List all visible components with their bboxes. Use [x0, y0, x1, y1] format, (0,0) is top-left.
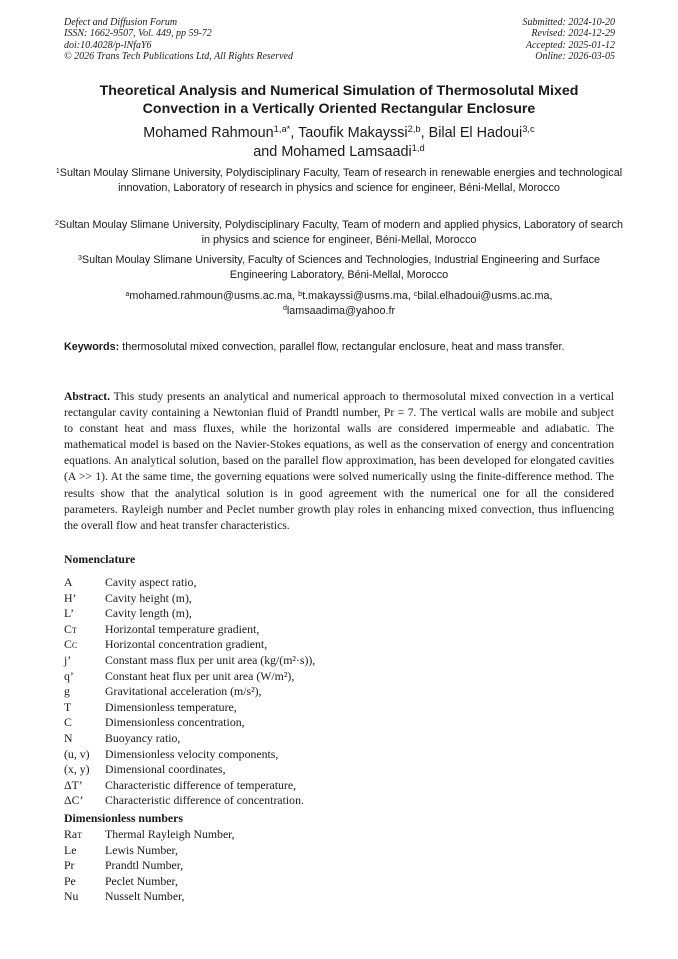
date-online: Online: 2026-03-05 — [535, 51, 615, 63]
date-accepted: Accepted: 2025-01-12 — [525, 39, 615, 51]
affiliation-1-sup: 1 — [55, 167, 60, 175]
nomenclature-heading: Nomenclature — [64, 552, 136, 566]
symbol-text: C — [64, 637, 72, 652]
author-and: and — [253, 144, 282, 160]
email-list — [52, 289, 626, 319]
date-revised: Revised: 2024-12-29 — [531, 28, 615, 40]
nomenclature-row — [64, 858, 584, 874]
symbol-text: C — [64, 715, 72, 730]
definition: Characteristic difference of concentration. — [105, 793, 304, 808]
symbol-subscript: T — [71, 625, 77, 635]
definition: Peclet Number, — [105, 873, 178, 888]
symbol — [64, 747, 90, 763]
journal-doi: doi:10.4028/p-lNfaY6 — [64, 39, 152, 51]
affiliation-3-sup: 3 — [77, 254, 82, 262]
nomenclature-row — [64, 622, 584, 638]
author-1-sup: 1,a* — [273, 124, 291, 135]
dates-block — [523, 17, 616, 63]
keywords-paragraph — [64, 340, 614, 355]
definition: Horizontal concentration gradient, — [105, 637, 268, 652]
symbol — [64, 575, 73, 591]
author-separator: , — [290, 125, 299, 141]
symbol-text: Pe — [64, 873, 76, 888]
symbol — [64, 606, 74, 622]
nomenclature-row — [64, 874, 584, 890]
title-line-2: Convection in a Vertically Oriented Rectangular Enclosure — [142, 101, 536, 117]
email-b-sup: b — [298, 290, 303, 298]
nomenclature-row — [64, 715, 584, 731]
journal-name: Defect and Diffusion Forum — [64, 17, 178, 28]
definition: Characteristic difference of temperature, — [105, 777, 297, 792]
symbol — [64, 889, 78, 905]
symbol-text: ΔC’ — [64, 793, 84, 808]
paper-title — [40, 82, 638, 118]
definition: Gravitational acceleration (m/s²), — [105, 684, 262, 699]
title-line-1: Theoretical Analysis and Numerical Simulation of Thermosolutal Mixed — [99, 83, 579, 99]
nomenclature-row — [64, 889, 584, 905]
definition: Nusselt Number, — [105, 889, 185, 904]
author-3: Bilal El Hadoui — [428, 125, 523, 141]
email-a-sup: a — [125, 290, 130, 298]
definition: Dimensionless temperature, — [105, 699, 237, 714]
symbol-text: (x, y) — [64, 762, 90, 777]
symbol — [64, 874, 76, 890]
email-c[interactable]: bilal.elhadoui@usms.ac.ma, — [417, 290, 553, 302]
symbol-text: T — [64, 699, 72, 714]
nomenclature-row — [64, 762, 584, 778]
symbol — [64, 622, 77, 639]
symbol-text: Le — [64, 842, 77, 857]
nomenclature-row — [64, 669, 584, 685]
affiliation-1-text: Sultan Moulay Slimane University, Polydisciplinary Faculty, Team of research in renewable energies and technological innovation, Laboratory of research in physics and science for engineer, Béni-Mellal, Morocco — [59, 167, 623, 194]
journal-issn: ISSN: 1662-9507, Vol. 449, pp 59-72 — [64, 28, 212, 40]
author-3-sup: 3,c — [522, 124, 535, 135]
author-separator: , — [420, 125, 429, 141]
author-2-sup: 2,b — [407, 124, 421, 135]
symbol-text: Pr — [64, 858, 75, 873]
symbol — [64, 684, 70, 700]
definition: Dimensional coordinates, — [105, 762, 226, 777]
dimensionless-list — [64, 827, 584, 905]
symbol — [64, 653, 71, 669]
dimensionless-heading: Dimensionless numbers — [64, 811, 183, 825]
nomenclature-row — [64, 747, 584, 763]
symbol-subscript: C — [71, 641, 78, 651]
nomenclature-row — [64, 606, 584, 622]
abstract-text: This study presents an analytical and numerical approach to thermosolutal mixed convection in a vertical rectangular cavity containing a Newtonian fluid of Prandtl number, Pr = 7. The vertical walls are mobile and subject to constant heat and mass fluxes, while the horizontal walls are considered impermeable and adiabatic. The mathematical model is based on the Navier-Stokes equations, as well as the conservation of energy and concentration equations. An analytical solution, based on the parallel flow approximation, has been developed for elongated cavities (A >> 1). At the same time, the governing equations were solved numerically using the finite-difference method. The results show that the analytical solution is in good agreement with the numerical one for all the considered parameters. Rayleigh number and Peclet number growth play roles in enhancing mixed convection, thus influencing the overall flow and heat transfer characteristics. — [64, 390, 614, 532]
email-a[interactable]: mohamed.rahmoun@usms.ac.ma, — [129, 290, 299, 302]
nomenclature-row — [64, 637, 584, 653]
nomenclature-row — [64, 575, 584, 591]
nomenclature-row — [64, 653, 584, 669]
symbol-text: Nu — [64, 889, 79, 904]
symbol-text: H’ — [64, 590, 77, 605]
definition: Dimensionless concentration, — [105, 715, 245, 730]
keywords-text: thermosolutal mixed convection, parallel flow, rectangular enclosure, heat and mass transfer. — [119, 341, 565, 353]
email-b[interactable]: t.makayssi@usms.ma, — [302, 290, 414, 302]
symbol — [64, 637, 77, 654]
nomenclature-list — [64, 575, 584, 809]
symbol — [64, 843, 76, 859]
date-submitted: Submitted: 2024-10-20 — [522, 17, 615, 28]
definition: Prandtl Number, — [105, 858, 184, 873]
author-2: Taoufik Makayssi — [298, 125, 408, 141]
author-1: Mohamed Rahmoun — [143, 125, 274, 141]
symbol-text: j’ — [64, 652, 72, 667]
symbol — [64, 762, 90, 778]
journal-info-block — [64, 17, 293, 63]
affiliation-1 — [52, 166, 626, 196]
keywords-label: Keywords: — [64, 341, 120, 353]
symbol-text: ΔT’ — [64, 777, 83, 792]
definition: Dimensionless velocity components, — [105, 746, 279, 761]
nomenclature-row — [64, 793, 584, 809]
nomenclature-row — [64, 843, 584, 859]
nomenclature-row — [64, 778, 584, 794]
symbol — [64, 715, 72, 731]
affiliation-3 — [52, 253, 626, 283]
symbol-text: (u, v) — [64, 746, 90, 761]
definition: Cavity aspect ratio, — [105, 575, 197, 589]
author-list — [40, 124, 638, 162]
definition: Constant heat flux per unit area (W/m²), — [105, 668, 295, 683]
author-4-sup: 1,d — [411, 143, 425, 154]
symbol — [64, 778, 83, 794]
abstract-label: Abstract. — [64, 390, 111, 403]
nomenclature-row — [64, 700, 584, 716]
symbol — [64, 793, 83, 809]
definition: Constant mass flux per unit area (kg/(m²·s)), — [105, 652, 316, 667]
definition: Cavity length (m), — [105, 606, 192, 621]
symbol-text: A — [64, 575, 73, 589]
affiliation-3-text: Sultan Moulay Slimane University, Faculty of Sciences and Technologies, Industrial Engineering and Surface Engineering Laboratory, Béni-Mellal, Morocco — [81, 254, 601, 281]
symbol — [64, 669, 74, 685]
definition: Cavity height (m), — [105, 590, 192, 605]
affiliation-2-sup: 2 — [54, 219, 59, 227]
symbol — [64, 827, 82, 844]
email-d[interactable]: lamsaadima@yahoo.fr — [286, 304, 396, 317]
definition: Buoyancy ratio, — [105, 730, 181, 745]
affiliation-2 — [52, 218, 626, 248]
symbol — [64, 731, 73, 747]
definition: Thermal Rayleigh Number, — [105, 827, 235, 841]
nomenclature-row — [64, 684, 584, 700]
journal-copyright: © 2026 Trans Tech Publications Ltd, All Rights Reserved — [64, 51, 293, 63]
symbol-subscript: T — [77, 831, 83, 840]
symbol-text: L’ — [64, 606, 75, 621]
affiliation-2-text: Sultan Moulay Slimane University, Polydisciplinary Faculty, Team of modern and applied physics, Laboratory of search in physics and science for engineer, Béni-Mellal, Morocco — [58, 219, 623, 246]
symbol — [64, 700, 71, 716]
author-4: Mohamed Lamsaadi — [281, 144, 412, 160]
symbol — [64, 858, 75, 874]
nomenclature-row — [64, 731, 584, 747]
nomenclature-row — [64, 591, 584, 607]
symbol — [64, 591, 76, 607]
symbol-text: g — [64, 684, 70, 699]
abstract-paragraph — [64, 389, 614, 534]
email-d-sup: d — [282, 305, 287, 313]
nomenclature-row — [64, 827, 584, 843]
definition: Lewis Number, — [105, 842, 178, 857]
symbol-text: q’ — [64, 668, 74, 683]
symbol-text: N — [64, 730, 73, 745]
definition: Horizontal temperature gradient, — [105, 621, 260, 636]
symbol-text: C — [64, 621, 72, 636]
symbol-text: Ra — [64, 827, 78, 841]
email-c-sup: c — [413, 290, 418, 298]
